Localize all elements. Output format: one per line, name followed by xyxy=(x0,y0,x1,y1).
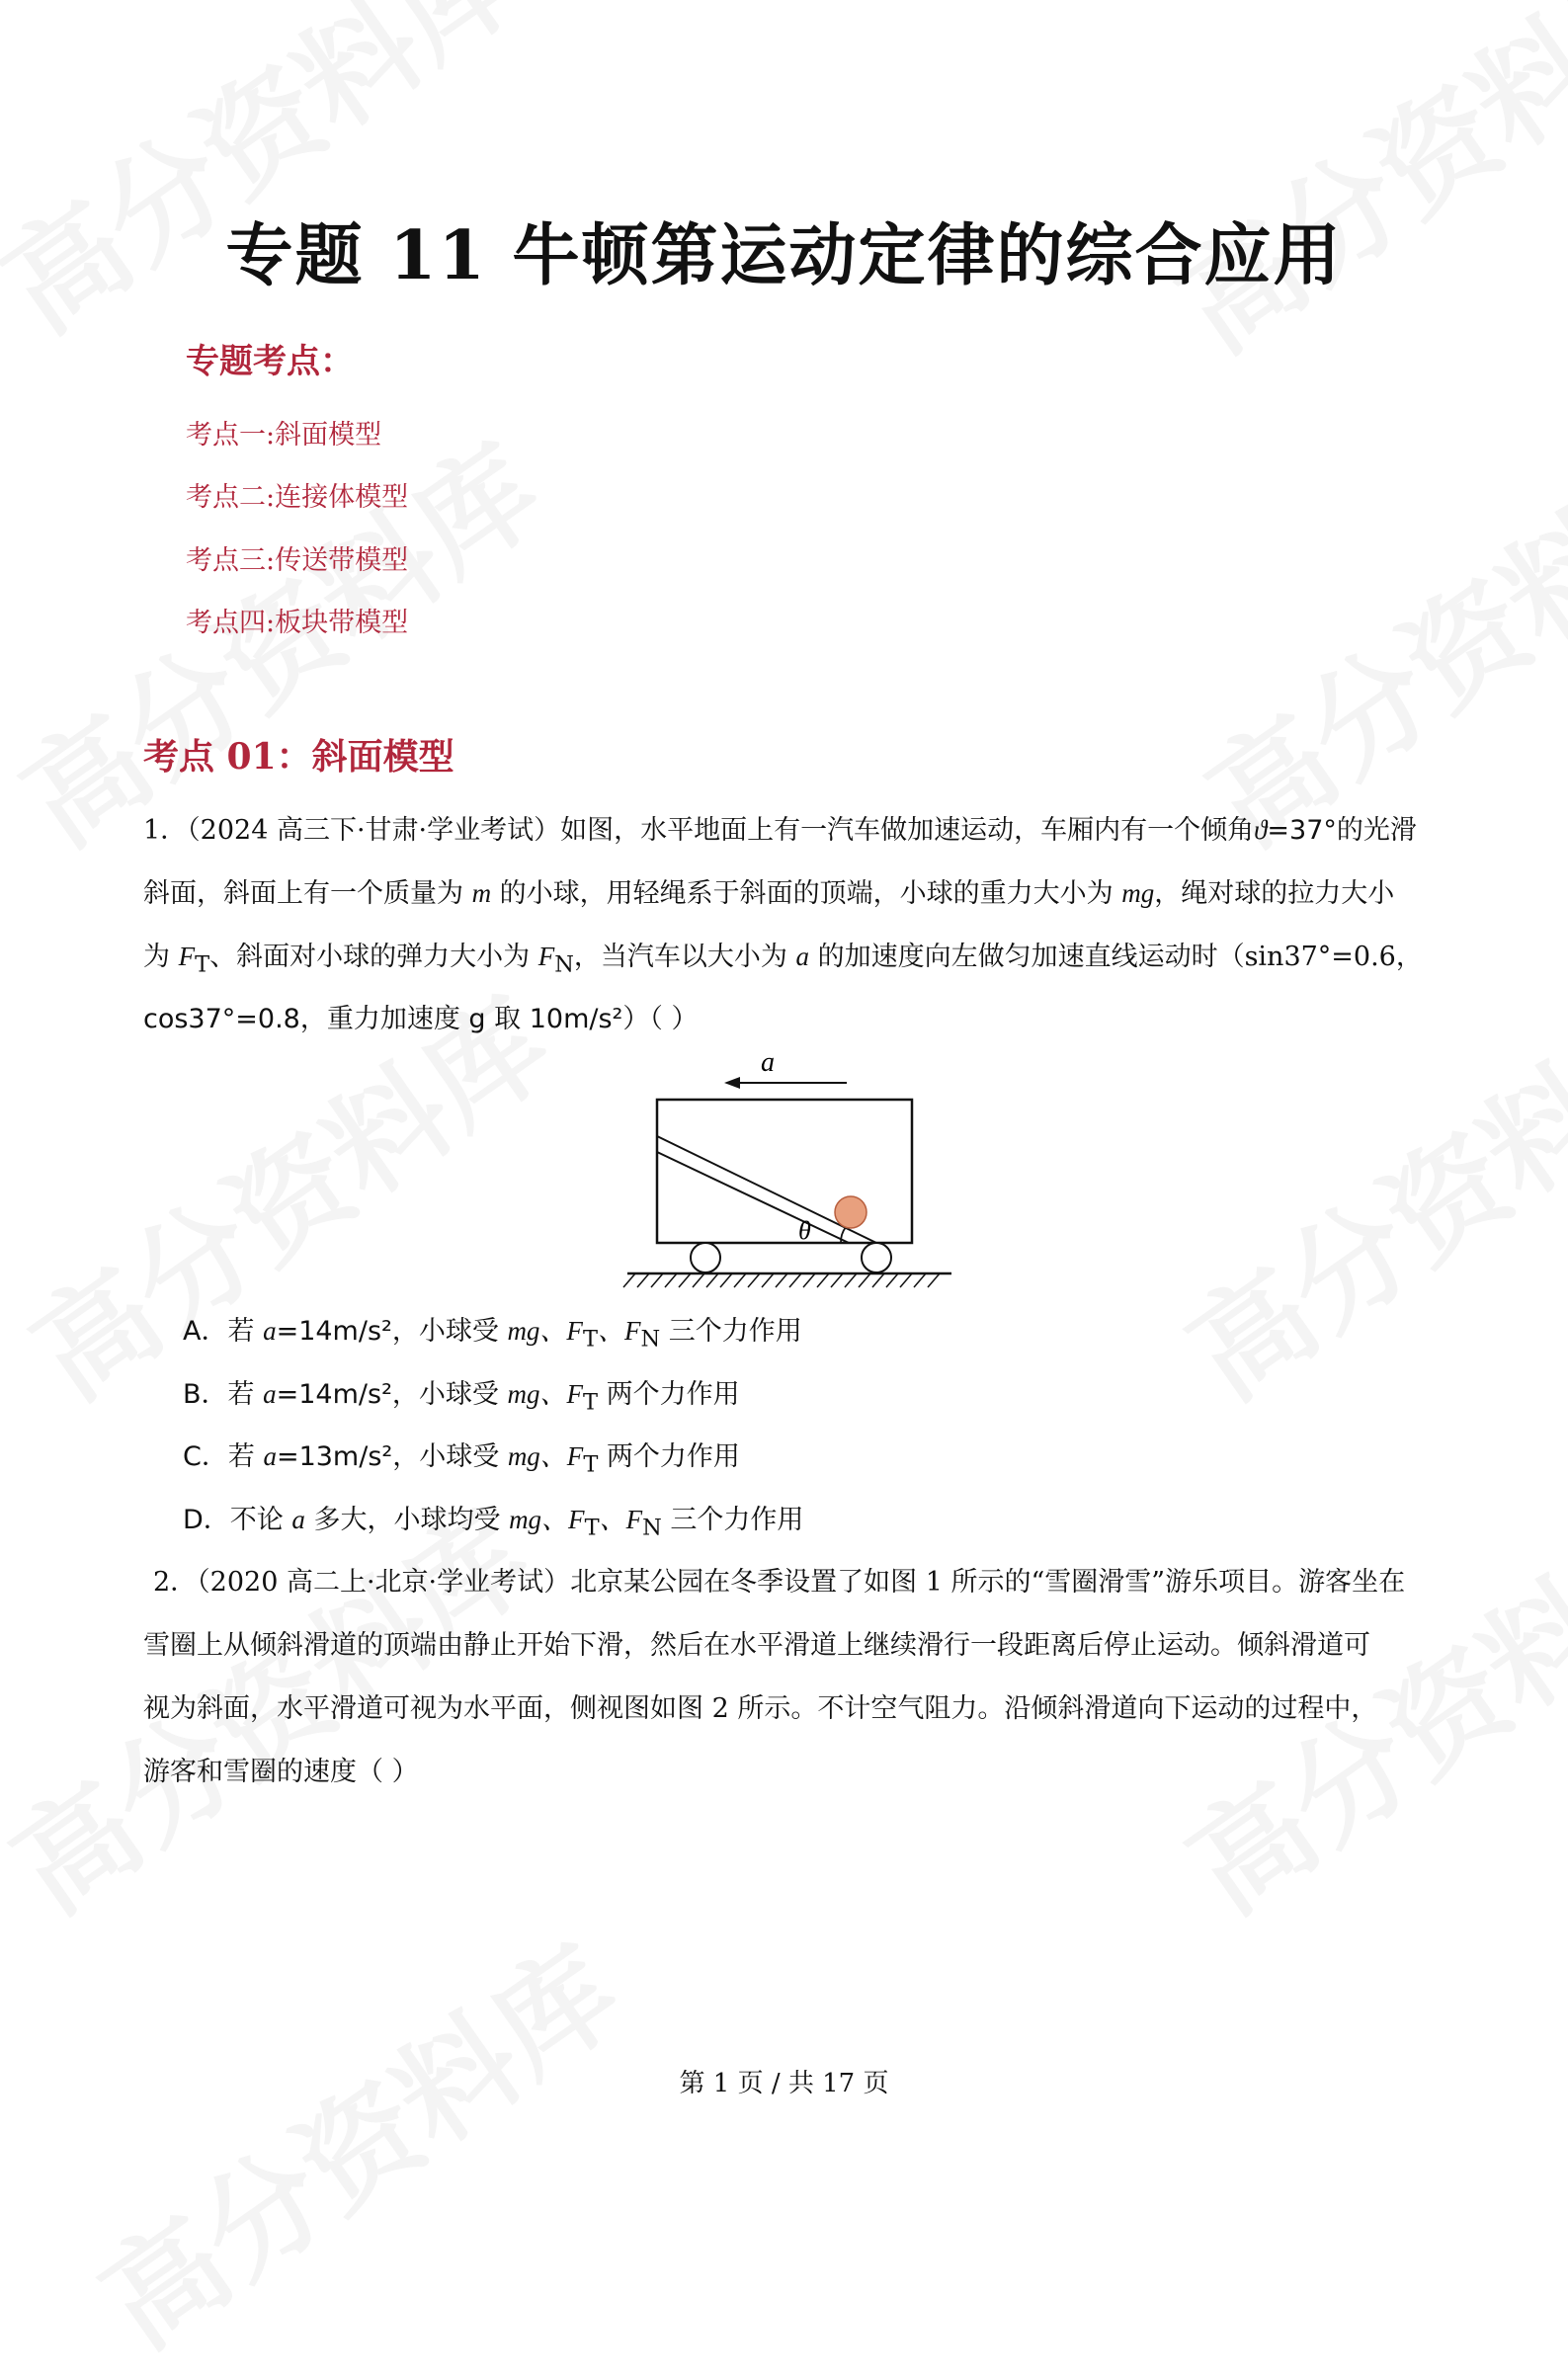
option-text: =13m/s²，小球受 xyxy=(276,1441,508,1472)
incline-bottom-edge xyxy=(657,1152,849,1243)
topic-item: 考点三:传送带模型 xyxy=(186,545,409,576)
var-a: a xyxy=(291,1505,305,1534)
var-m: m xyxy=(471,878,492,908)
hatch-line xyxy=(831,1273,843,1287)
q2-text: 视为斜面，水平滑道可视为水平面，侧视图如图 2 所示。不计空气阻力。沿倾斜滑道向下运动的过程中， xyxy=(143,1693,1378,1724)
accel-label: a xyxy=(761,1047,775,1078)
option-text: 三个力作用 xyxy=(661,1505,804,1535)
page-footer: 第 1 页 / 共 17 页 xyxy=(679,2069,889,2098)
hatch-line xyxy=(637,1273,649,1287)
q1-text: cos37°=0.8，重力加速度 g 取 10m/s²）（ ） xyxy=(143,1004,699,1034)
hatch-line xyxy=(859,1273,870,1287)
var-a: a xyxy=(263,1441,277,1471)
q1-text: =37°的光滑 xyxy=(1267,815,1417,846)
option-letter: C． xyxy=(183,1441,228,1472)
wheel-right xyxy=(862,1243,891,1272)
q1-text: 斜面，斜面上有一个质量为 xyxy=(143,878,472,909)
var-a: a xyxy=(263,1316,277,1346)
option-forces: mg、F xyxy=(509,1505,585,1534)
option-text: 两个力作用 xyxy=(598,1441,740,1472)
cart-incline-diagram xyxy=(618,1047,963,1304)
hatch-line xyxy=(748,1273,760,1287)
subscript-T: T xyxy=(195,951,210,978)
wheel-left xyxy=(691,1243,720,1272)
option-a[interactable] xyxy=(183,1309,802,1352)
var-F: F xyxy=(537,942,555,971)
hatch-line xyxy=(900,1273,912,1287)
hatch-line xyxy=(693,1273,704,1287)
hatch-line xyxy=(651,1273,663,1287)
option-text: 多大，小球均受 xyxy=(304,1505,510,1535)
q2-text: 雪圈上从倾斜滑道的顶端由静止开始下滑，然后在水平滑道上继续滑行一段距离后停止运动。倾斜滑道可 xyxy=(143,1630,1370,1661)
watermark xyxy=(1141,0,1568,384)
theta-symbol: ϑ xyxy=(1254,815,1268,845)
var-a: a xyxy=(795,942,809,971)
hatch-line xyxy=(665,1273,677,1287)
var-a: a xyxy=(263,1379,277,1409)
hatch-line xyxy=(928,1273,940,1287)
q1-text: 1．（2024 高三下·甘肃·学业考试）如图，水平地面上有一汽车做加速运动，车厢内有一个倾角 xyxy=(143,815,1255,846)
option-forces: mg、F xyxy=(507,1316,583,1346)
option-forces: 、F xyxy=(597,1316,641,1346)
topic-item: 考点四:板块带模型 xyxy=(186,608,409,638)
hatch-line xyxy=(720,1273,732,1287)
hatch-line xyxy=(706,1273,718,1287)
ground-hatching xyxy=(623,1273,940,1287)
option-letter: B． xyxy=(183,1379,228,1410)
q1-text: 为 xyxy=(143,942,179,972)
q2-text: 游客和雪圈的速度（ ） xyxy=(143,1757,419,1787)
hatch-line xyxy=(803,1273,815,1287)
q1-text: 、斜面对小球的弹力大小为 xyxy=(209,942,538,972)
hatch-line xyxy=(845,1273,857,1287)
hatch-line xyxy=(872,1273,884,1287)
subscript-N: N xyxy=(642,1515,662,1541)
q1-text: ，当汽车以大小为 xyxy=(573,942,796,972)
hatch-line xyxy=(914,1273,926,1287)
carriage-box xyxy=(657,1100,912,1243)
topic-item: 考点一:斜面模型 xyxy=(186,420,382,451)
option-text: 若 xyxy=(227,1316,264,1347)
option-text: =14m/s²，小球受 xyxy=(276,1379,508,1410)
option-c[interactable] xyxy=(183,1435,740,1477)
q1-text: 的加速度向左做匀加速直线运动时（sin37°=0.6， xyxy=(808,942,1423,972)
option-text: =14m/s²，小球受 xyxy=(276,1316,508,1347)
hatch-line xyxy=(734,1273,746,1287)
option-text: 若 xyxy=(227,1441,264,1472)
var-F: F xyxy=(178,942,196,971)
subscript-T: T xyxy=(582,1389,598,1416)
angle-label: θ xyxy=(798,1216,811,1245)
subscript-T: T xyxy=(583,1451,599,1478)
ball xyxy=(835,1196,867,1228)
watermark xyxy=(64,1900,647,2379)
option-letter: D． xyxy=(183,1505,230,1535)
page-title: 专题 11 牛顿第运动定律的综合应用 xyxy=(225,216,1343,295)
hatch-line xyxy=(789,1273,801,1287)
subscript-T: T xyxy=(582,1326,598,1353)
option-text: 两个力作用 xyxy=(598,1379,740,1410)
arrow-head-icon xyxy=(724,1077,740,1089)
q1-text: ，绳对球的拉力大小 xyxy=(1154,878,1395,909)
topics-heading: 专题考点： xyxy=(186,342,354,381)
hatch-line xyxy=(679,1273,691,1287)
topic-item: 考点二:连接体模型 xyxy=(186,482,409,513)
subscript-T: T xyxy=(584,1515,600,1541)
option-forces: mg、F xyxy=(507,1441,584,1471)
option-text: 不论 xyxy=(229,1505,292,1535)
watermark xyxy=(0,0,548,365)
q1-text: 的小球，用轻绳系于斜面的顶端，小球的重力大小为 xyxy=(491,878,1122,909)
hatch-line xyxy=(817,1273,829,1287)
option-text: 若 xyxy=(227,1379,264,1410)
q2-text: 2．（2020 高二上·北京·学业考试）北京某公园在冬季设置了如图 1 所示的“雪圈滑雪”游乐项目。游客坐在 xyxy=(153,1567,1406,1598)
option-forces: 、F xyxy=(599,1505,643,1534)
var-mg: mg xyxy=(1121,878,1155,908)
hatch-line xyxy=(762,1273,774,1287)
option-forces: mg、F xyxy=(507,1379,583,1409)
hatch-line xyxy=(886,1273,898,1287)
question-2 xyxy=(143,1551,1428,1804)
hatch-line xyxy=(776,1273,787,1287)
subscript-N: N xyxy=(640,1326,661,1353)
section-heading: 考点 01：斜面模型 xyxy=(143,736,454,778)
question-1 xyxy=(143,798,1428,1051)
option-b[interactable] xyxy=(183,1372,740,1415)
option-d[interactable] xyxy=(183,1498,803,1540)
option-text: 三个力作用 xyxy=(660,1316,802,1347)
option-letter: A． xyxy=(183,1316,228,1347)
subscript-N: N xyxy=(554,951,574,978)
hatch-line xyxy=(623,1273,635,1287)
